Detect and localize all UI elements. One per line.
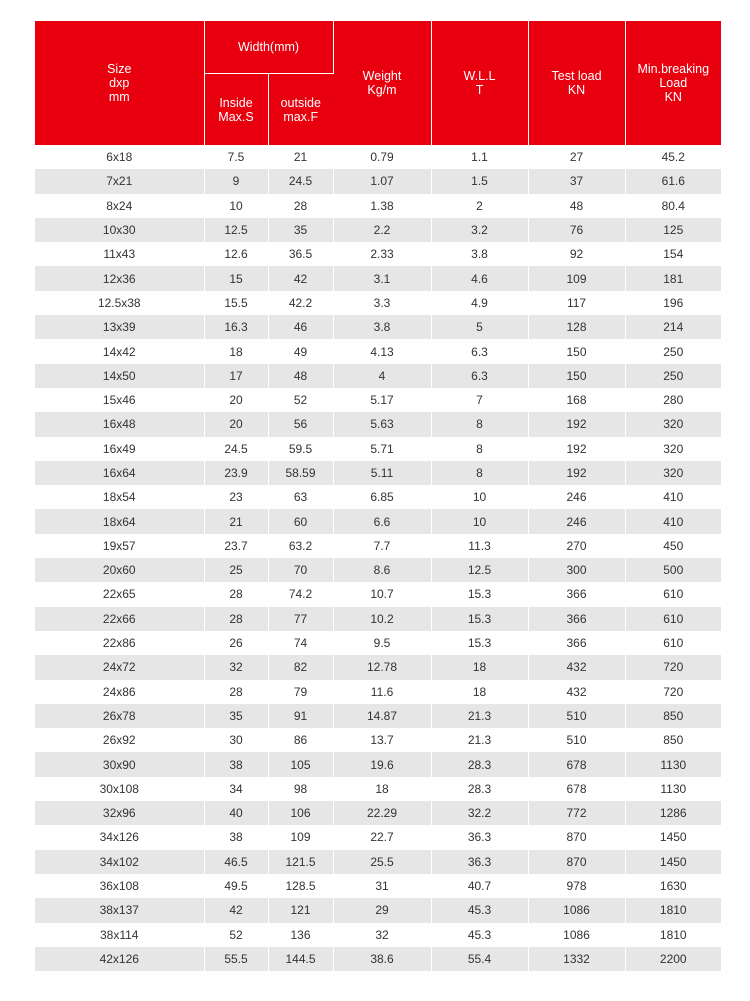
outside-cell: 63.2 [268, 534, 333, 558]
table-row [35, 704, 721, 728]
size-cell: 15x46 [35, 388, 204, 412]
table-row [35, 315, 721, 339]
inside-cell: 17 [204, 364, 268, 388]
test-load-cell: 1332 [528, 947, 625, 971]
test-load-cell: 772 [528, 801, 625, 825]
min-breaking-cell: 1450 [625, 850, 721, 874]
min-breaking-cell: 154 [625, 242, 721, 266]
weight-cell: 5.71 [333, 437, 431, 461]
wll-cell: 6.3 [431, 339, 528, 363]
size-cell: 10x30 [35, 218, 204, 242]
inside-cell: 49.5 [204, 874, 268, 898]
header-weight: Weight Kg/m [333, 21, 431, 145]
wll-cell: 8 [431, 412, 528, 436]
size-cell: 12.5x38 [35, 291, 204, 315]
table-row [35, 631, 721, 655]
wll-cell: 21.3 [431, 704, 528, 728]
table-row [35, 218, 721, 242]
size-cell: 12x36 [35, 266, 204, 290]
header-test-load: Test load KN [528, 21, 625, 145]
wll-cell: 45.3 [431, 923, 528, 947]
table-row [35, 461, 721, 485]
min-breaking-cell: 720 [625, 680, 721, 704]
size-cell: 34x126 [35, 825, 204, 849]
weight-cell: 4 [333, 364, 431, 388]
wll-cell: 10 [431, 509, 528, 533]
inside-cell: 28 [204, 680, 268, 704]
wll-cell: 21.3 [431, 728, 528, 752]
min-breaking-cell: 1450 [625, 825, 721, 849]
wll-cell: 3.8 [431, 242, 528, 266]
min-breaking-cell: 500 [625, 558, 721, 582]
inside-cell: 38 [204, 825, 268, 849]
size-cell: 11x43 [35, 242, 204, 266]
test-load-cell: 300 [528, 558, 625, 582]
outside-cell: 42 [268, 266, 333, 290]
table-row [35, 680, 721, 704]
test-load-cell: 37 [528, 169, 625, 193]
test-load-cell: 168 [528, 388, 625, 412]
wll-cell: 8 [431, 461, 528, 485]
inside-cell: 46.5 [204, 850, 268, 874]
min-breaking-cell: 125 [625, 218, 721, 242]
weight-cell: 5.17 [333, 388, 431, 412]
header-min-breaking-load: Min.breaking Load KN [625, 21, 721, 145]
inside-cell: 23.7 [204, 534, 268, 558]
inside-cell: 15 [204, 266, 268, 290]
weight-cell: 6.6 [333, 509, 431, 533]
test-load-cell: 246 [528, 509, 625, 533]
table-row [35, 485, 721, 509]
wll-cell: 7 [431, 388, 528, 412]
inside-cell: 28 [204, 582, 268, 606]
test-load-cell: 366 [528, 631, 625, 655]
inside-cell: 28 [204, 607, 268, 631]
table-row [35, 607, 721, 631]
test-load-cell: 117 [528, 291, 625, 315]
size-cell: 26x78 [35, 704, 204, 728]
weight-cell: 3.8 [333, 315, 431, 339]
size-cell: 13x39 [35, 315, 204, 339]
weight-cell: 10.2 [333, 607, 431, 631]
table-row [35, 874, 721, 898]
min-breaking-cell: 410 [625, 485, 721, 509]
min-breaking-cell: 1286 [625, 801, 721, 825]
inside-cell: 55.5 [204, 947, 268, 971]
inside-cell: 21 [204, 509, 268, 533]
outside-cell: 21 [268, 145, 333, 169]
weight-cell: 2.2 [333, 218, 431, 242]
test-load-cell: 1086 [528, 898, 625, 922]
test-load-cell: 76 [528, 218, 625, 242]
test-load-cell: 128 [528, 315, 625, 339]
size-cell: 18x64 [35, 509, 204, 533]
table-row [35, 291, 721, 315]
outside-cell: 79 [268, 680, 333, 704]
test-load-cell: 48 [528, 194, 625, 218]
outside-cell: 91 [268, 704, 333, 728]
test-load-cell: 978 [528, 874, 625, 898]
test-load-cell: 270 [528, 534, 625, 558]
min-breaking-cell: 410 [625, 509, 721, 533]
table-row [35, 509, 721, 533]
inside-cell: 24.5 [204, 437, 268, 461]
outside-cell: 42.2 [268, 291, 333, 315]
test-load-cell: 192 [528, 412, 625, 436]
inside-cell: 20 [204, 388, 268, 412]
test-load-cell: 150 [528, 364, 625, 388]
weight-cell: 1.38 [333, 194, 431, 218]
outside-cell: 52 [268, 388, 333, 412]
wll-cell: 4.6 [431, 266, 528, 290]
inside-cell: 18 [204, 339, 268, 363]
size-cell: 24x72 [35, 655, 204, 679]
size-cell: 8x24 [35, 194, 204, 218]
inside-cell: 34 [204, 777, 268, 801]
outside-cell: 74.2 [268, 582, 333, 606]
table-row [35, 412, 721, 436]
inside-cell: 7.5 [204, 145, 268, 169]
inside-cell: 38 [204, 752, 268, 776]
min-breaking-cell: 80.4 [625, 194, 721, 218]
test-load-cell: 432 [528, 680, 625, 704]
table-header [35, 21, 721, 145]
size-cell: 34x102 [35, 850, 204, 874]
size-cell: 14x42 [35, 339, 204, 363]
outside-cell: 59.5 [268, 437, 333, 461]
inside-cell: 40 [204, 801, 268, 825]
header-width-group: Width(mm) [204, 21, 333, 74]
inside-cell: 25 [204, 558, 268, 582]
wll-cell: 15.3 [431, 582, 528, 606]
min-breaking-cell: 45.2 [625, 145, 721, 169]
weight-cell: 0.79 [333, 145, 431, 169]
min-breaking-cell: 320 [625, 461, 721, 485]
weight-cell: 13.7 [333, 728, 431, 752]
min-breaking-cell: 1810 [625, 898, 721, 922]
min-breaking-cell: 850 [625, 728, 721, 752]
test-load-cell: 870 [528, 850, 625, 874]
table-row [35, 242, 721, 266]
outside-cell: 58.59 [268, 461, 333, 485]
min-breaking-cell: 610 [625, 582, 721, 606]
outside-cell: 105 [268, 752, 333, 776]
size-cell: 7x21 [35, 169, 204, 193]
min-breaking-cell: 850 [625, 704, 721, 728]
outside-cell: 28 [268, 194, 333, 218]
inside-cell: 35 [204, 704, 268, 728]
weight-cell: 1.07 [333, 169, 431, 193]
size-cell: 22x66 [35, 607, 204, 631]
test-load-cell: 192 [528, 461, 625, 485]
test-load-cell: 366 [528, 582, 625, 606]
outside-cell: 121 [268, 898, 333, 922]
test-load-cell: 432 [528, 655, 625, 679]
wll-cell: 18 [431, 680, 528, 704]
table-row [35, 850, 721, 874]
test-load-cell: 510 [528, 728, 625, 752]
table-row [35, 825, 721, 849]
min-breaking-cell: 181 [625, 266, 721, 290]
table-row [35, 194, 721, 218]
min-breaking-cell: 450 [625, 534, 721, 558]
inside-cell: 15.5 [204, 291, 268, 315]
min-breaking-cell: 720 [625, 655, 721, 679]
outside-cell: 82 [268, 655, 333, 679]
table-row [35, 437, 721, 461]
outside-cell: 70 [268, 558, 333, 582]
test-load-cell: 678 [528, 777, 625, 801]
wll-cell: 8 [431, 437, 528, 461]
inside-cell: 52 [204, 923, 268, 947]
weight-cell: 25.5 [333, 850, 431, 874]
min-breaking-cell: 214 [625, 315, 721, 339]
inside-cell: 9 [204, 169, 268, 193]
min-breaking-cell: 280 [625, 388, 721, 412]
inside-cell: 16.3 [204, 315, 268, 339]
wll-cell: 28.3 [431, 777, 528, 801]
size-cell: 18x54 [35, 485, 204, 509]
test-load-cell: 870 [528, 825, 625, 849]
header-size: Size dxp mm [35, 21, 204, 145]
size-cell: 22x65 [35, 582, 204, 606]
table-row [35, 145, 721, 169]
wll-cell: 1.1 [431, 145, 528, 169]
test-load-cell: 92 [528, 242, 625, 266]
wll-cell: 36.3 [431, 850, 528, 874]
outside-cell: 36.5 [268, 242, 333, 266]
outside-cell: 136 [268, 923, 333, 947]
wll-cell: 11.3 [431, 534, 528, 558]
wll-cell: 15.3 [431, 607, 528, 631]
wll-cell: 45.3 [431, 898, 528, 922]
weight-cell: 10.7 [333, 582, 431, 606]
weight-cell: 29 [333, 898, 431, 922]
inside-cell: 20 [204, 412, 268, 436]
outside-cell: 24.5 [268, 169, 333, 193]
wll-cell: 4.9 [431, 291, 528, 315]
wll-cell: 3.2 [431, 218, 528, 242]
outside-cell: 46 [268, 315, 333, 339]
min-breaking-cell: 610 [625, 607, 721, 631]
table-row [35, 923, 721, 947]
size-cell: 24x86 [35, 680, 204, 704]
chain-spec-table [35, 21, 721, 971]
inside-cell: 26 [204, 631, 268, 655]
min-breaking-cell: 1130 [625, 752, 721, 776]
outside-cell: 56 [268, 412, 333, 436]
min-breaking-cell: 250 [625, 364, 721, 388]
header-wll: W.L.L T [431, 21, 528, 145]
weight-cell: 7.7 [333, 534, 431, 558]
table-row [35, 801, 721, 825]
table-row [35, 364, 721, 388]
test-load-cell: 27 [528, 145, 625, 169]
outside-cell: 98 [268, 777, 333, 801]
wll-cell: 28.3 [431, 752, 528, 776]
table-row [35, 582, 721, 606]
wll-cell: 36.3 [431, 825, 528, 849]
weight-cell: 32 [333, 923, 431, 947]
test-load-cell: 150 [528, 339, 625, 363]
wll-cell: 2 [431, 194, 528, 218]
table-row [35, 169, 721, 193]
size-cell: 6x18 [35, 145, 204, 169]
outside-cell: 86 [268, 728, 333, 752]
weight-cell: 31 [333, 874, 431, 898]
size-cell: 30x108 [35, 777, 204, 801]
table-row [35, 655, 721, 679]
table-row [35, 388, 721, 412]
weight-cell: 38.6 [333, 947, 431, 971]
test-load-cell: 1086 [528, 923, 625, 947]
size-cell: 32x96 [35, 801, 204, 825]
outside-cell: 35 [268, 218, 333, 242]
outside-cell: 77 [268, 607, 333, 631]
min-breaking-cell: 320 [625, 412, 721, 436]
weight-cell: 4.13 [333, 339, 431, 363]
size-cell: 14x50 [35, 364, 204, 388]
size-cell: 36x108 [35, 874, 204, 898]
outside-cell: 48 [268, 364, 333, 388]
wll-cell: 15.3 [431, 631, 528, 655]
weight-cell: 22.7 [333, 825, 431, 849]
table-row [35, 558, 721, 582]
table-row [35, 752, 721, 776]
inside-cell: 42 [204, 898, 268, 922]
table-row [35, 339, 721, 363]
table-row [35, 947, 721, 971]
size-cell: 22x86 [35, 631, 204, 655]
weight-cell: 19.6 [333, 752, 431, 776]
weight-cell: 18 [333, 777, 431, 801]
wll-cell: 1.5 [431, 169, 528, 193]
weight-cell: 12.78 [333, 655, 431, 679]
wll-cell: 5 [431, 315, 528, 339]
min-breaking-cell: 610 [625, 631, 721, 655]
inside-cell: 30 [204, 728, 268, 752]
size-cell: 16x49 [35, 437, 204, 461]
min-breaking-cell: 2200 [625, 947, 721, 971]
weight-cell: 5.11 [333, 461, 431, 485]
wll-cell: 40.7 [431, 874, 528, 898]
weight-cell: 8.6 [333, 558, 431, 582]
size-cell: 19x57 [35, 534, 204, 558]
wll-cell: 12.5 [431, 558, 528, 582]
min-breaking-cell: 61.6 [625, 169, 721, 193]
weight-cell: 14.87 [333, 704, 431, 728]
weight-cell: 3.1 [333, 266, 431, 290]
table-row [35, 728, 721, 752]
test-load-cell: 366 [528, 607, 625, 631]
inside-cell: 10 [204, 194, 268, 218]
outside-cell: 63 [268, 485, 333, 509]
outside-cell: 121.5 [268, 850, 333, 874]
weight-cell: 5.63 [333, 412, 431, 436]
inside-cell: 32 [204, 655, 268, 679]
min-breaking-cell: 1630 [625, 874, 721, 898]
inside-cell: 23 [204, 485, 268, 509]
size-cell: 16x48 [35, 412, 204, 436]
outside-cell: 60 [268, 509, 333, 533]
table-row [35, 777, 721, 801]
wll-cell: 55.4 [431, 947, 528, 971]
weight-cell: 3.3 [333, 291, 431, 315]
outside-cell: 74 [268, 631, 333, 655]
outside-cell: 128.5 [268, 874, 333, 898]
size-cell: 20x60 [35, 558, 204, 582]
outside-cell: 109 [268, 825, 333, 849]
test-load-cell: 678 [528, 752, 625, 776]
outside-cell: 106 [268, 801, 333, 825]
weight-cell: 22.29 [333, 801, 431, 825]
size-cell: 26x92 [35, 728, 204, 752]
test-load-cell: 510 [528, 704, 625, 728]
weight-cell: 11.6 [333, 680, 431, 704]
weight-cell: 2.33 [333, 242, 431, 266]
inside-cell: 12.6 [204, 242, 268, 266]
size-cell: 42x126 [35, 947, 204, 971]
outside-cell: 144.5 [268, 947, 333, 971]
weight-cell: 9.5 [333, 631, 431, 655]
min-breaking-cell: 320 [625, 437, 721, 461]
header-outside: outside max.F [268, 74, 333, 146]
inside-cell: 23.9 [204, 461, 268, 485]
wll-cell: 18 [431, 655, 528, 679]
test-load-cell: 192 [528, 437, 625, 461]
size-cell: 38x137 [35, 898, 204, 922]
size-cell: 30x90 [35, 752, 204, 776]
wll-cell: 32.2 [431, 801, 528, 825]
table-row [35, 534, 721, 558]
table-row [35, 266, 721, 290]
weight-cell: 6.85 [333, 485, 431, 509]
min-breaking-cell: 1130 [625, 777, 721, 801]
min-breaking-cell: 250 [625, 339, 721, 363]
min-breaking-cell: 196 [625, 291, 721, 315]
inside-cell: 12.5 [204, 218, 268, 242]
size-cell: 16x64 [35, 461, 204, 485]
outside-cell: 49 [268, 339, 333, 363]
test-load-cell: 109 [528, 266, 625, 290]
test-load-cell: 246 [528, 485, 625, 509]
wll-cell: 10 [431, 485, 528, 509]
table-row [35, 898, 721, 922]
min-breaking-cell: 1810 [625, 923, 721, 947]
wll-cell: 6.3 [431, 364, 528, 388]
table-body [35, 145, 721, 971]
size-cell: 38x114 [35, 923, 204, 947]
header-inside: Inside Max.S [204, 74, 268, 146]
